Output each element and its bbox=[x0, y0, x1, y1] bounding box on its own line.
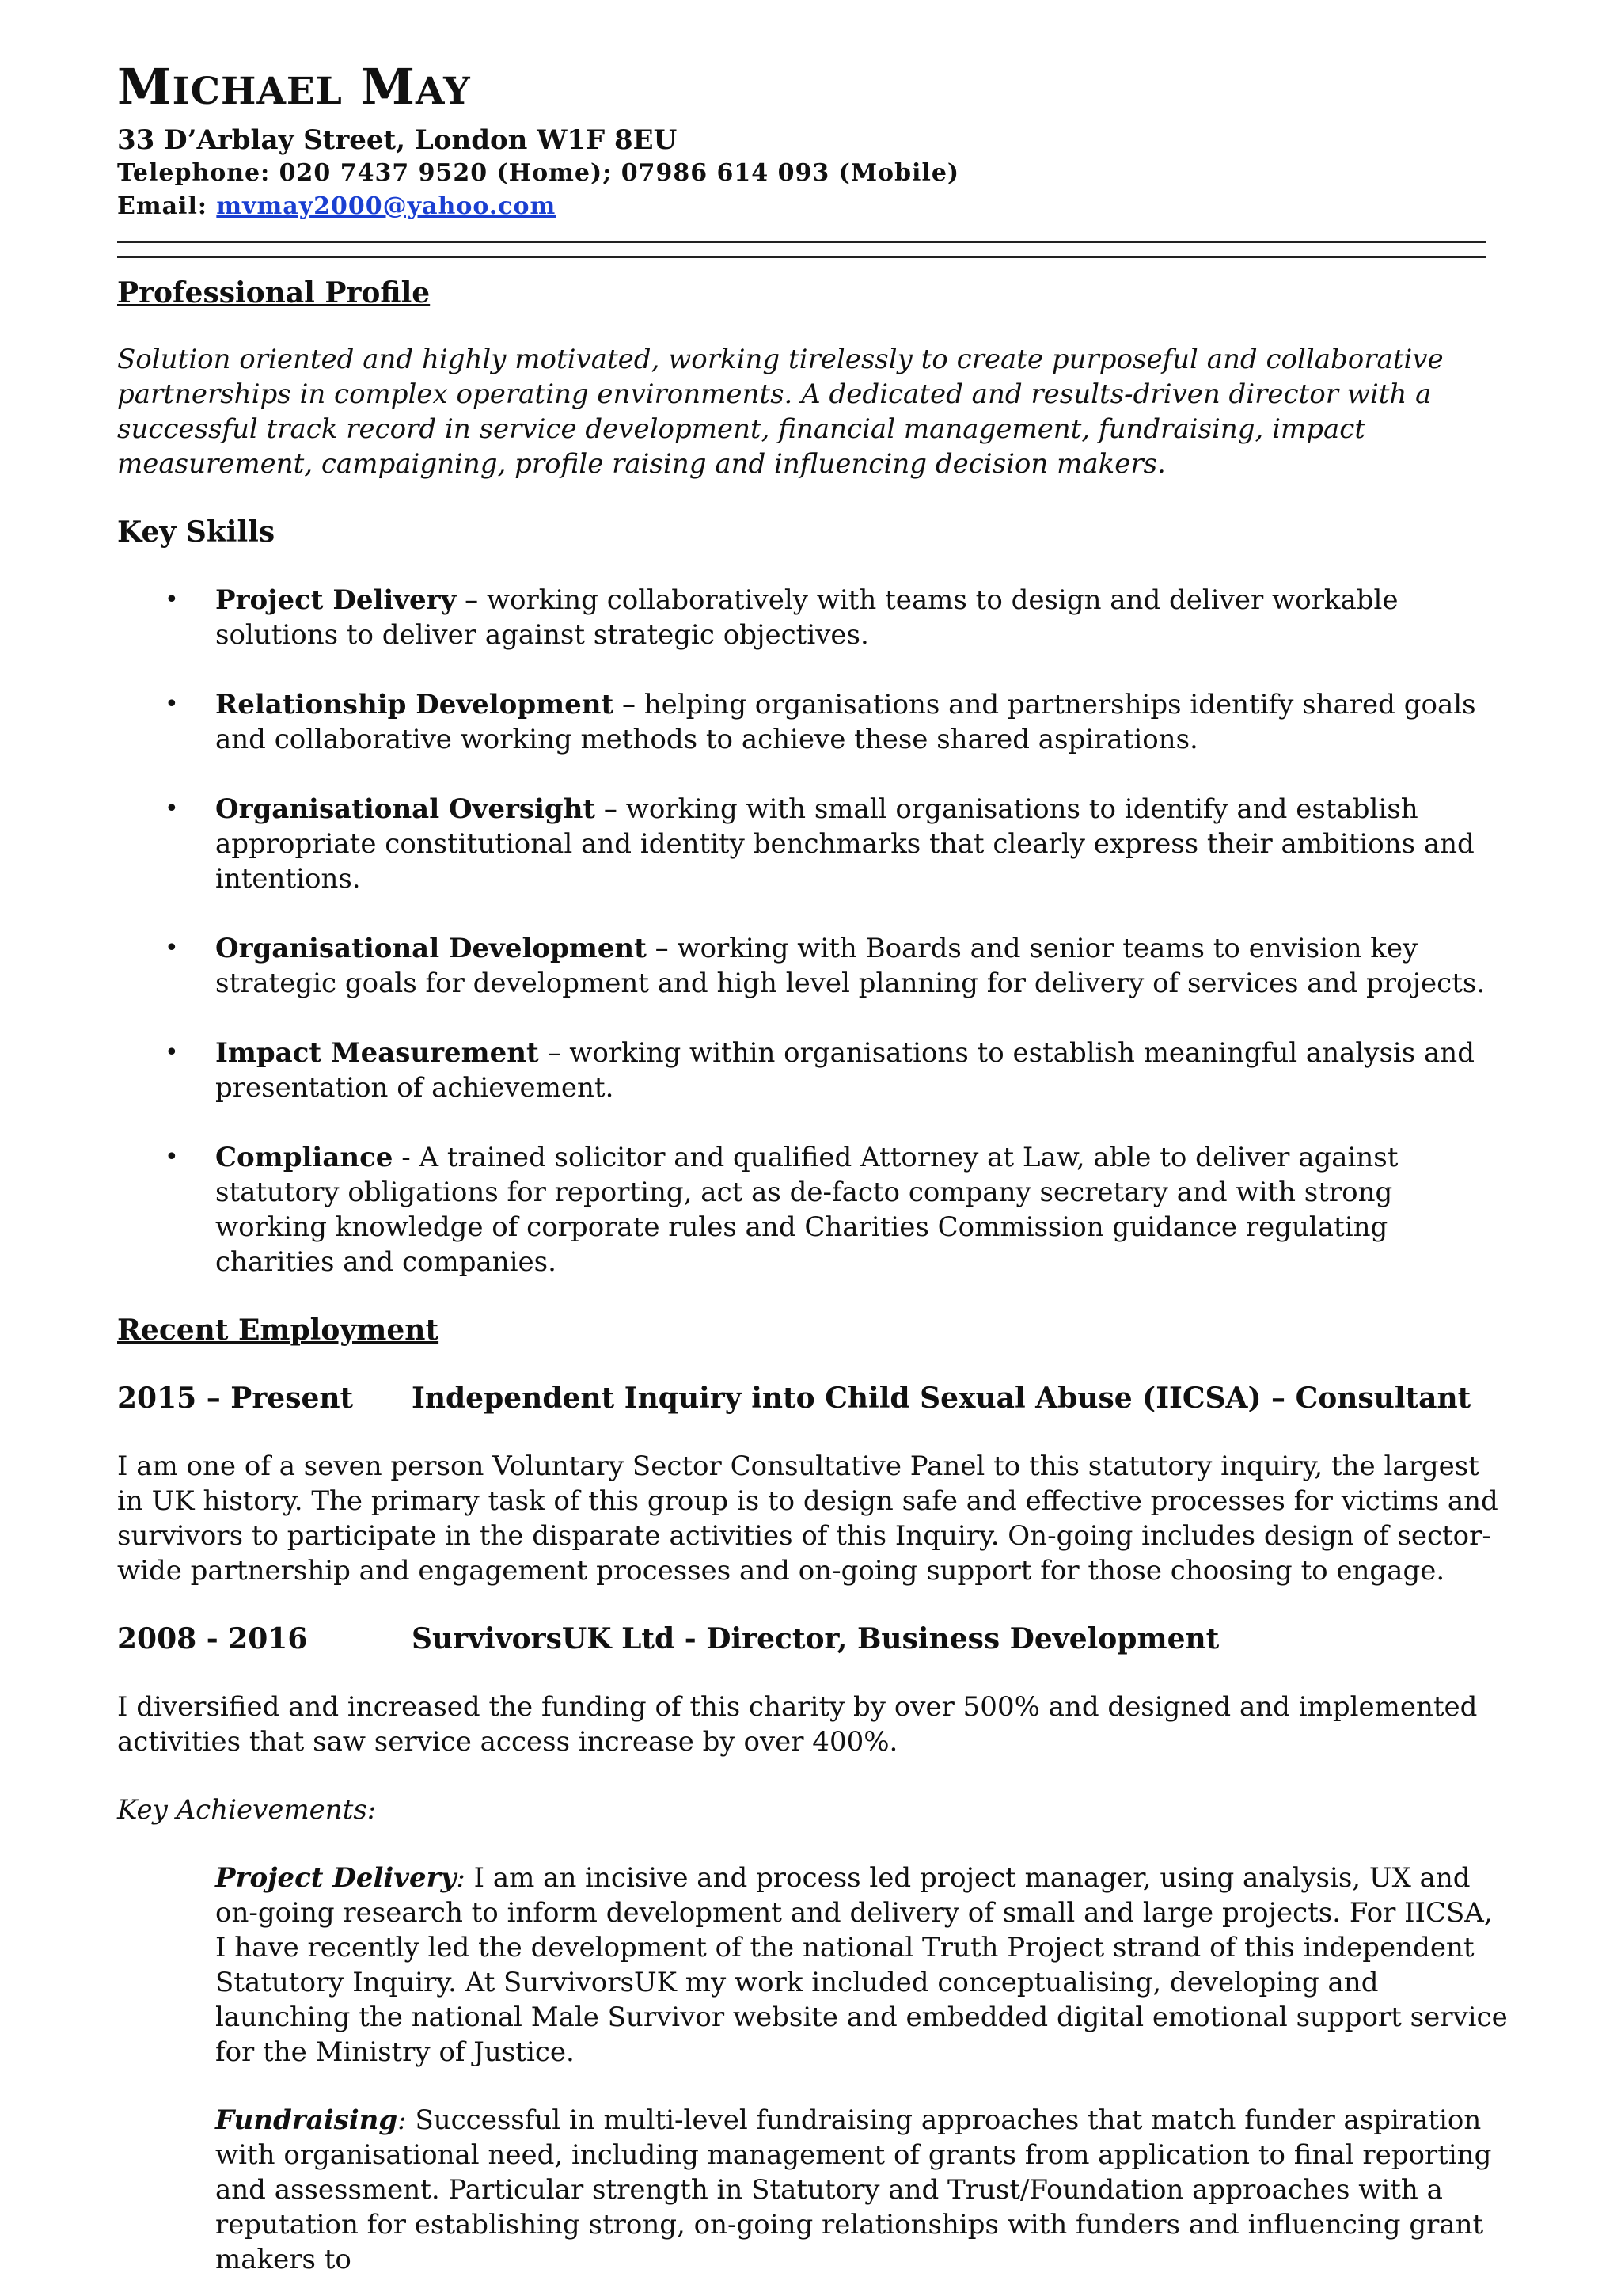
skill-title: Organisational Development bbox=[215, 933, 647, 964]
achievement-sep: : bbox=[397, 2104, 407, 2136]
job-dates: 2008 - 2016 bbox=[117, 1622, 308, 1655]
profile-text: Solution oriented and highly motivated, working tirelessly to create purposeful and collaborative partnerships in complex operating environments. A dedicated and results-driven director with a successful track record in service development, financial management, fundraising, impact measurement, campaigning, profile raising and influencing decision makers. bbox=[117, 344, 1444, 480]
job-title: SurvivorsUK Ltd - Director, Business Development bbox=[412, 1622, 1220, 1655]
bullet-icon: • bbox=[165, 934, 179, 962]
achievement bbox=[117, 2103, 1510, 2277]
skill-title: Impact Measurement bbox=[215, 1037, 539, 1069]
divider bbox=[117, 256, 1486, 258]
list-item bbox=[117, 931, 1510, 1001]
job-description: I am one of a seven person Voluntary Sector Consultative Panel to this statutory inquiry, the largest in UK history. The primary task of this group is to design safe and effective processes for victims and survivors to participate in the disparate activities of this Inquiry. On-going includes design of sector-wide partnership and engagement processes and on-going support for those choosing to engage. bbox=[117, 1450, 1498, 1587]
achievement bbox=[117, 1861, 1510, 2070]
job-description: I diversified and increased the funding of this charity by over 500% and designed and implemented activities that saw service access increase by over 400%. bbox=[117, 1691, 1478, 1758]
skill-text: – working with Boards and senior teams to envision key strategic goals for development and high level planning for delivery of services and projects. bbox=[215, 933, 1486, 999]
achievement-title: Project Delivery bbox=[215, 1862, 457, 1894]
achievement-text: Successful in multi-level fundraising approaches that match funder aspiration with organisational need, including management of grants from application to final reporting and assessment. Particular strength in Statutory and Trust/Foundation approaches with a reputation for establishing strong, on-going relationships with funders and influencing grant makers to bbox=[215, 2104, 1492, 2275]
job-header bbox=[117, 1381, 1510, 1416]
skill-text: – helping organisations and partnerships identify shared goals and collaborative working methods to achieve these shared aspirations. bbox=[215, 689, 1476, 755]
achievement-title: Fundraising bbox=[215, 2104, 398, 2136]
telephone: Telephone: 020 7437 9520 (Home); 07986 614 093 (Mobile) bbox=[117, 159, 960, 187]
email-label: Email: bbox=[117, 192, 217, 220]
list-item bbox=[117, 687, 1510, 757]
list-item bbox=[117, 1036, 1510, 1105]
skill-text: - A trained solicitor and qualified Attorney at Law, able to deliver against statutory obligations for reporting, act as de-facto company secretary and with strong working knowledge of corporate rules and Charities Commission guidance regulating charities and companies. bbox=[215, 1142, 1399, 1278]
achievement-sep: : bbox=[456, 1862, 465, 1894]
employment-heading: Recent Employment bbox=[117, 1313, 439, 1347]
job-header bbox=[117, 1621, 1510, 1656]
skill-text: – working with small organisations to identify and establish appropriate constitutional and identity benchmarks that clearly express their ambitions and intentions. bbox=[215, 793, 1475, 895]
skill-text: – working within organisations to establish meaningful analysis and presentation of achievement. bbox=[215, 1037, 1475, 1104]
key-achievements-label: Key Achievements: bbox=[117, 1794, 377, 1826]
bullet-icon: • bbox=[165, 1143, 179, 1171]
skills-list bbox=[117, 583, 1510, 1279]
list-item bbox=[117, 792, 1510, 896]
address: 33 D’Arblay Street, London W1F 8EU bbox=[117, 124, 678, 156]
achievement-text: I am an incisive and process led project manager, using analysis, UX and on-going research to inform development and delivery of small and large projects. For IICSA, I have recently led the development of the national Truth Project strand of this independent Statutory Inquiry. At SurvivorsUK my work included conceptualising, developing and launching the national Male Survivor website and embedded digital emotional support service for the Ministry of Justice. bbox=[215, 1862, 1508, 2068]
list-item bbox=[117, 1140, 1510, 1279]
email-link[interactable]: mvmay2000@yahoo.com bbox=[216, 192, 556, 220]
skill-title: Organisational Oversight bbox=[215, 793, 596, 825]
job-title: Independent Inquiry into Child Sexual Abuse (IICSA) – Consultant bbox=[412, 1382, 1471, 1415]
skill-title: Relationship Development bbox=[215, 689, 614, 720]
profile-heading: Professional Profile bbox=[117, 276, 431, 310]
list-item bbox=[117, 583, 1510, 652]
bullet-icon: • bbox=[165, 1039, 179, 1066]
email-line bbox=[117, 190, 1510, 223]
bullet-icon: • bbox=[165, 586, 179, 614]
divider bbox=[117, 241, 1486, 243]
skill-title: Project Delivery bbox=[215, 584, 457, 616]
skill-title: Compliance bbox=[215, 1142, 393, 1173]
skills-heading: Key Skills bbox=[117, 515, 275, 549]
candidate-name: MICHAEL MAY bbox=[117, 58, 471, 116]
skill-text: – working collaboratively with teams to design and deliver workable solutions to deliver against strategic objectives. bbox=[215, 584, 1399, 651]
bullet-icon: • bbox=[165, 690, 179, 718]
resume-page bbox=[117, 55, 1510, 2277]
job-dates: 2015 – Present bbox=[117, 1382, 354, 1415]
bullet-icon: • bbox=[165, 795, 179, 823]
